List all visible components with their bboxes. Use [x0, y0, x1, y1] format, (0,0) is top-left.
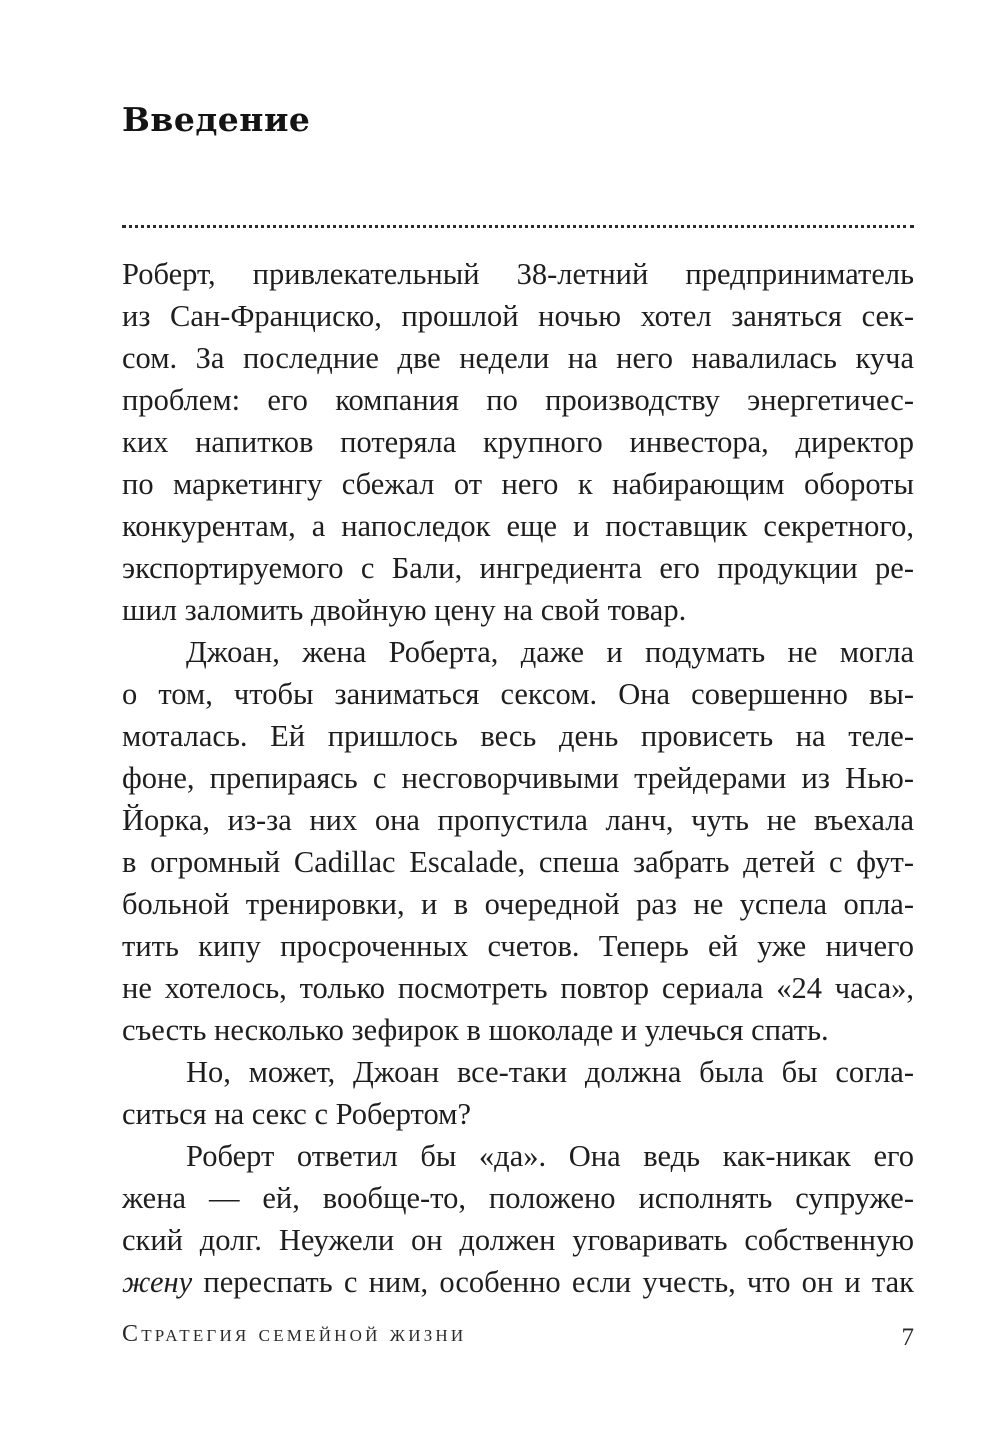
text-line: проблем: его компания по производству энергетичес- [122, 383, 914, 417]
text-line-last [122, 1261, 914, 1303]
text-line: фоне, препираясь с несговорчивыми трейдерами из Нью- [122, 761, 914, 795]
text-line: тить кипу просроченных счетов. Теперь ей уже ничего [122, 929, 914, 963]
running-footer-title: Стратегия семейной жизни [122, 1321, 467, 1347]
text-line: Роберт, привлекательный 38-летний предприниматель [122, 257, 914, 291]
text-line: Роберт ответил бы «да». Она ведь как-никак его [186, 1139, 914, 1173]
text-line-rest: переспать с ним, особенно если учесть, что он и так [192, 1265, 914, 1299]
text-line: ситься на секс с Робертом? [122, 1097, 471, 1131]
text-line: конкурентам, а напоследок еще и поставщик секретного, [122, 509, 914, 543]
text-line: жена — ей, вообще-то, положено исполнять супруже- [122, 1181, 914, 1215]
text-line: моталась. Ей пришлось весь день провисеть на теле- [122, 719, 914, 753]
text-line: Джоан, жена Роберта, даже и подумать не могла [186, 635, 914, 669]
chapter-heading: Введение [122, 100, 311, 139]
text-line: экспортируемого с Бали, ингредиента его продукции ре- [122, 551, 914, 585]
text-line: ких напитков потеряла крупного инвестора, директор [122, 425, 914, 459]
text-line: съесть несколько зефирок в шоколаде и улечься спать. [122, 1013, 829, 1047]
text-line: из Сан-Франциско, прошлой ночью хотел заняться сек- [122, 299, 914, 333]
text-line: Йорка, из-за них она пропустила ланч, чуть не въехала [122, 803, 914, 837]
text-line: сом. За последние две недели на него навалилась куча [122, 341, 914, 375]
text-line: ский долг. Неужели он должен уговаривать собственную [122, 1223, 914, 1257]
text-line: больной тренировки, и в очередной раз не успела опла- [122, 887, 914, 921]
page-number: 7 [901, 1324, 914, 1351]
text-line: по маркетингу сбежал от него к набирающим обороты [122, 467, 914, 501]
text-line: о том, чтобы заниматься сексом. Она совершенно вы- [122, 677, 914, 711]
text-line: не хотелось, только посмотреть повтор сериала «24 часа», [122, 971, 914, 1005]
text-line: шил заломить двойную цену на свой товар. [122, 593, 687, 627]
dotted-divider [122, 225, 914, 228]
body-text [122, 253, 914, 1303]
text-line: в огромный Cadillac Escalade, спеша забрать детей с фут- [122, 845, 914, 879]
text-line: Но, может, Джоан все-таки должна была бы согла- [186, 1055, 914, 1089]
italic-word: жену [122, 1265, 193, 1299]
